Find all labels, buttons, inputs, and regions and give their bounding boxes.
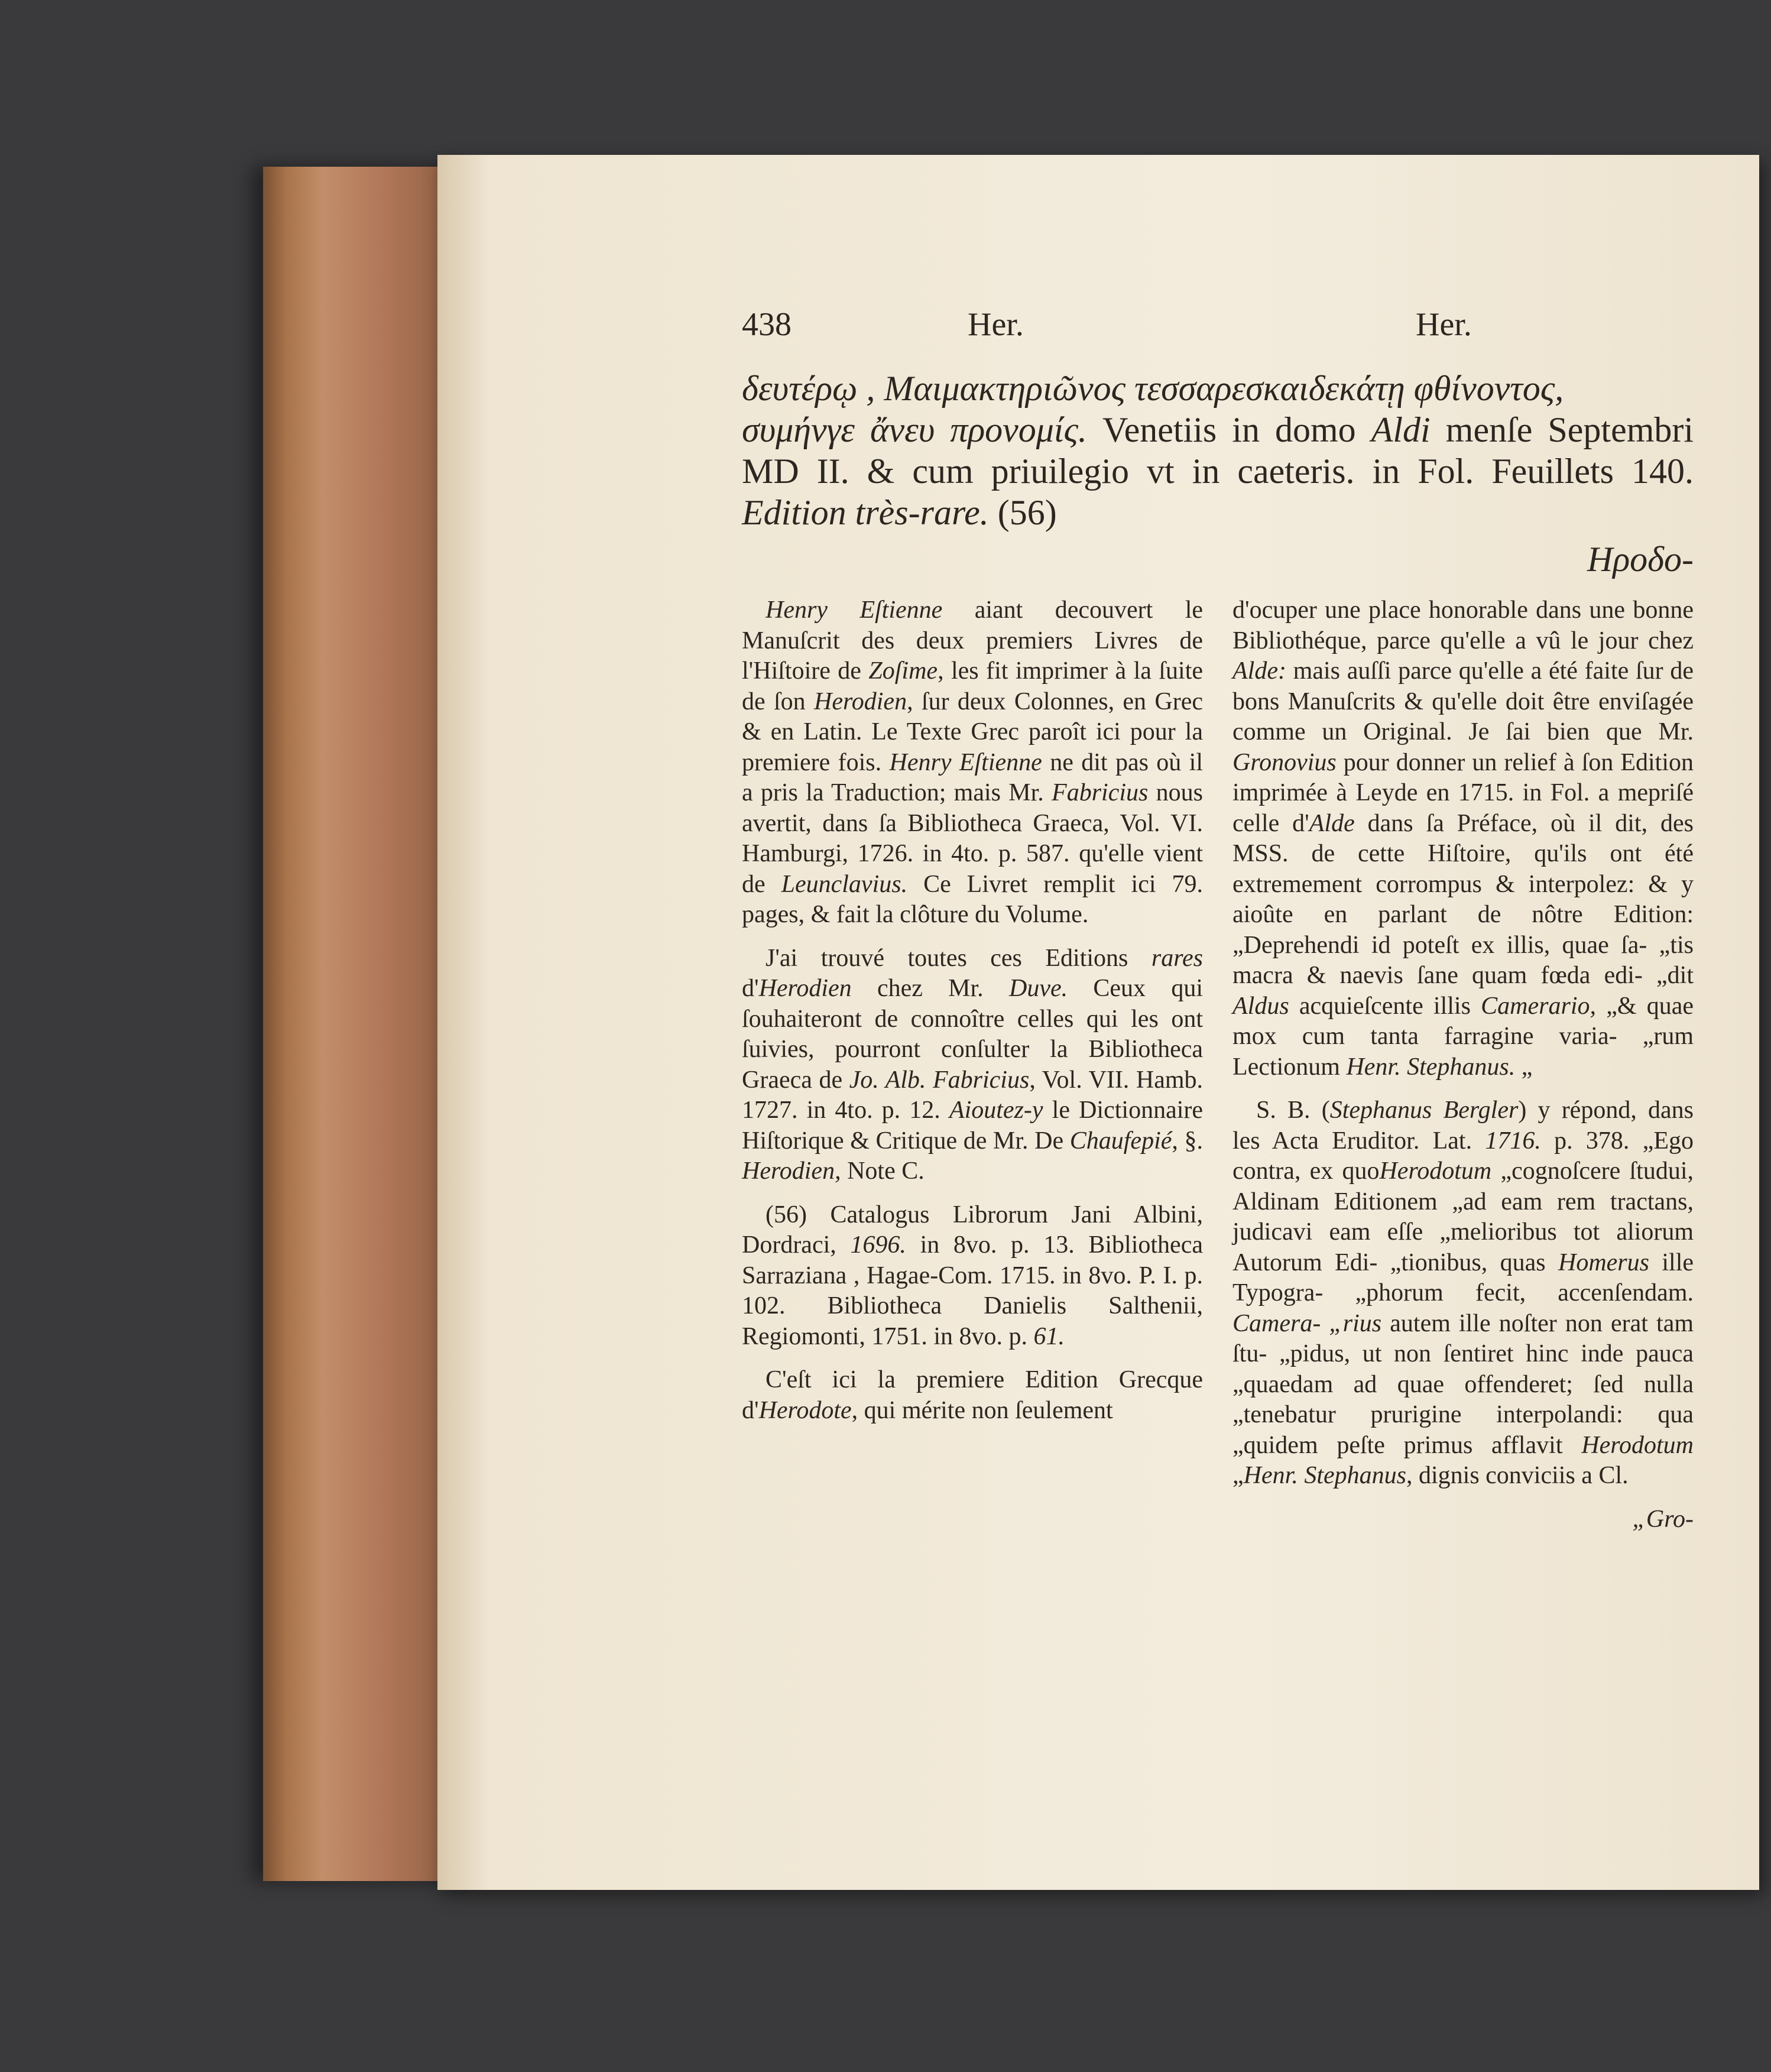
page-number: 438: [742, 306, 792, 343]
note-reference: (56): [997, 493, 1057, 532]
paragraph-2: [742, 943, 1203, 1187]
paragraph-bergler: [1232, 1095, 1694, 1491]
text: „& quae mox cum tanta farragine varia- „rum Lectionum: [1232, 992, 1694, 1081]
title-catchword: Ηροδο-: [1587, 540, 1694, 579]
name-ref: 1696.: [850, 1231, 906, 1259]
name-ref: Jo. Alb. Fabricius: [849, 1066, 1030, 1094]
paragraph-continued: [1232, 595, 1694, 1082]
name-ref: rares: [1151, 944, 1204, 972]
name-ref: 1716.: [1485, 1127, 1541, 1155]
text: , dignis conviciis a Cl.: [1406, 1462, 1629, 1489]
running-head-right: Her.: [1416, 306, 1472, 343]
name-ref: Herodien,: [742, 1157, 841, 1185]
text: in 8vo. p. 13. Bibliotheca Sarraziana , Hagae-Com. 1715. in 8vo. P. I. p. 102. Bibliotheca Danielis Salthenii, Regiomonti, 1751. in 8vo. p.: [742, 1231, 1203, 1350]
text: „cognoſcere ſtudui, Aldinam Editionem „ad eam rem tractans, judicavi eam eſſe „melioribus tot aliorum Autorum Edi- „tionibus, quas: [1232, 1157, 1694, 1276]
greek-title-line-2: συμήνγε ἄνευ προνομίς.: [742, 410, 1087, 449]
greek-title-line-1: δευτέρῳ , Μαιμακτηριῶνος τεσσαρεσκαιδεκάτῃ φθίνοντος,: [742, 369, 1564, 408]
text: ) y répond, dans les Acta Eruditor. Lat.: [1232, 1097, 1694, 1155]
name-ref: Gronovius: [1232, 748, 1337, 776]
running-head-left: Her.: [968, 306, 1024, 343]
name-ref: Duve.: [1008, 975, 1068, 1002]
text: acquieſcente illis: [1299, 992, 1471, 1020]
text: C'eſt ici la premiere Edition Grecque d': [742, 1366, 1203, 1424]
paragraph-1: [742, 595, 1203, 930]
name-ref: Henry Eſtienne: [766, 596, 943, 624]
name-ref: Herodotum: [1581, 1431, 1694, 1459]
text: Ce Livret remplit ici 79. pages, & fait la clôture du Volume.: [742, 870, 1203, 928]
text: chez Mr.: [877, 975, 984, 1002]
text: S. B. (: [1256, 1097, 1330, 1124]
text: Ceux qui ſouhaiteront de connoître celles qui les ont ſuivies, pourront conſulter la Bibliotheca Graeca de: [742, 975, 1204, 1094]
text: „: [1521, 1053, 1533, 1081]
text: d'ocuper une place honorable dans une bonne Bibliothéque, parce qu'elle a vû le jour chez: [1232, 596, 1694, 654]
text: mais auſſi parce qu'elle a été faite ſur de bons Manuſcrits & qu'elle doit être enviſagée comme un Original. Je ſai bien que Mr.: [1232, 657, 1694, 745]
name-ref: Herodote: [758, 1396, 852, 1424]
right-column: [1232, 595, 1694, 1535]
text: ille Typogra- „phorum fecit, accenſendam.: [1232, 1249, 1694, 1306]
text: , Vol. VII. Hamb. 1727. in 4to. p. 12.: [742, 1066, 1204, 1124]
text: le Dictionnaire Hiſtorique & Critique de Mr. De: [742, 1097, 1204, 1155]
text: aiant decouvert le Manuſcrit des deux premiers Livres de l'Hiſtoire de: [742, 596, 1204, 685]
name-ref: Camera- „rius: [1232, 1309, 1382, 1337]
text: , ſur deux Colonnes, en Grec & en Latin. Le Texte Grec paroît ici pour la premiere fois.: [742, 688, 1203, 776]
footnote-56: [742, 1200, 1203, 1353]
bottom-catchword: „Gro-: [1632, 1505, 1694, 1533]
paragraph-3: [742, 1365, 1203, 1426]
text: ne dit pas où il a pris la Traduction; mais Mr.: [742, 748, 1204, 806]
name-ref: Homerus: [1558, 1249, 1649, 1276]
left-column: [742, 595, 1203, 1535]
text: d': [742, 975, 759, 1002]
name-ref: Stephanus Bergler: [1329, 1097, 1519, 1124]
name-ref: Zoſime: [868, 657, 938, 685]
text: dans ſa Préface, où il dit, des MSS. de cette Hiſtoire, qu'ils ont été extremement corrompus & interpolez: & y aioûte en parlant de nôtre Edition: „Deprehendi id poteſt ex illis, quae ſa- „tis macra & naevis ſane quam fœda edi- „dit: [1232, 809, 1694, 989]
name-ref: 61.: [1033, 1322, 1065, 1350]
name-ref: Herodotum: [1379, 1157, 1492, 1185]
name-ref: Herodien: [758, 975, 852, 1002]
text: J'ai trouvé toutes ces Editions: [766, 944, 1128, 972]
text: Note C.: [847, 1157, 925, 1185]
text: pour donner un relief à ſon Edition imprimée à Leyde en 1715. in Fol. a mepriſé celle d': [1232, 748, 1694, 837]
imprint-text-1: Venetiis in domo: [1102, 410, 1356, 449]
text: nous avertit, dans ſa Bibliotheca Graeca, Vol. VI. Hamburgi, 1726. in 4to. p. 587. qu'elle vient de: [742, 779, 1203, 898]
edition-rare: Edition très-rare.: [742, 493, 989, 532]
text: autem ille noſter non erat tam ſtu- „pidus, ut non ſentiret hinc inde pauca „quaedam ad quae offenderet; ſed nulla „tenebatur prurigine interpolandi: qua „quidem peſte primus afflavit: [1232, 1309, 1694, 1459]
imprint-text-2: menſe Septembri MD II. & cum priuilegio vt in caeteris. in Fol. Feuillets 140.: [742, 410, 1694, 491]
name-ref: Aioutez-y: [949, 1097, 1043, 1124]
book-page: [437, 155, 1759, 1890]
name-ref: Fabricius: [1052, 779, 1149, 806]
name-ref: Henr. Stephanus: [1243, 1462, 1406, 1489]
text: p. 378. „Ego contra, ex quo: [1232, 1127, 1694, 1185]
two-column-body: [742, 595, 1694, 1535]
page-text: [742, 306, 1694, 1535]
book-page-edges: [263, 167, 461, 1881]
text: , les fit imprimer à la ſuite de ſon: [742, 657, 1204, 715]
name-ref: Alde:: [1232, 657, 1286, 685]
page-header: [742, 306, 1694, 353]
imprint-aldi: Aldi: [1371, 410, 1431, 449]
text: , §.: [1172, 1127, 1203, 1155]
name-ref: Aldus: [1232, 992, 1289, 1020]
name-ref: Chaufepié: [1069, 1127, 1172, 1155]
text: , qui mérite non ſeulement: [851, 1396, 1113, 1424]
name-ref: Henr. Stephanus.: [1346, 1053, 1516, 1081]
name-ref: Alde: [1309, 809, 1355, 837]
name-ref: Henry Eſtienne: [889, 748, 1042, 776]
name-ref: Leunclavius.: [781, 870, 908, 898]
text: (56) Catalogus Librorum Jani Albini, Dordraci,: [742, 1201, 1203, 1259]
title-block: [742, 368, 1694, 533]
name-ref: Camerario,: [1481, 992, 1597, 1020]
name-ref: Herodien: [814, 688, 907, 715]
text: „: [1232, 1462, 1244, 1489]
